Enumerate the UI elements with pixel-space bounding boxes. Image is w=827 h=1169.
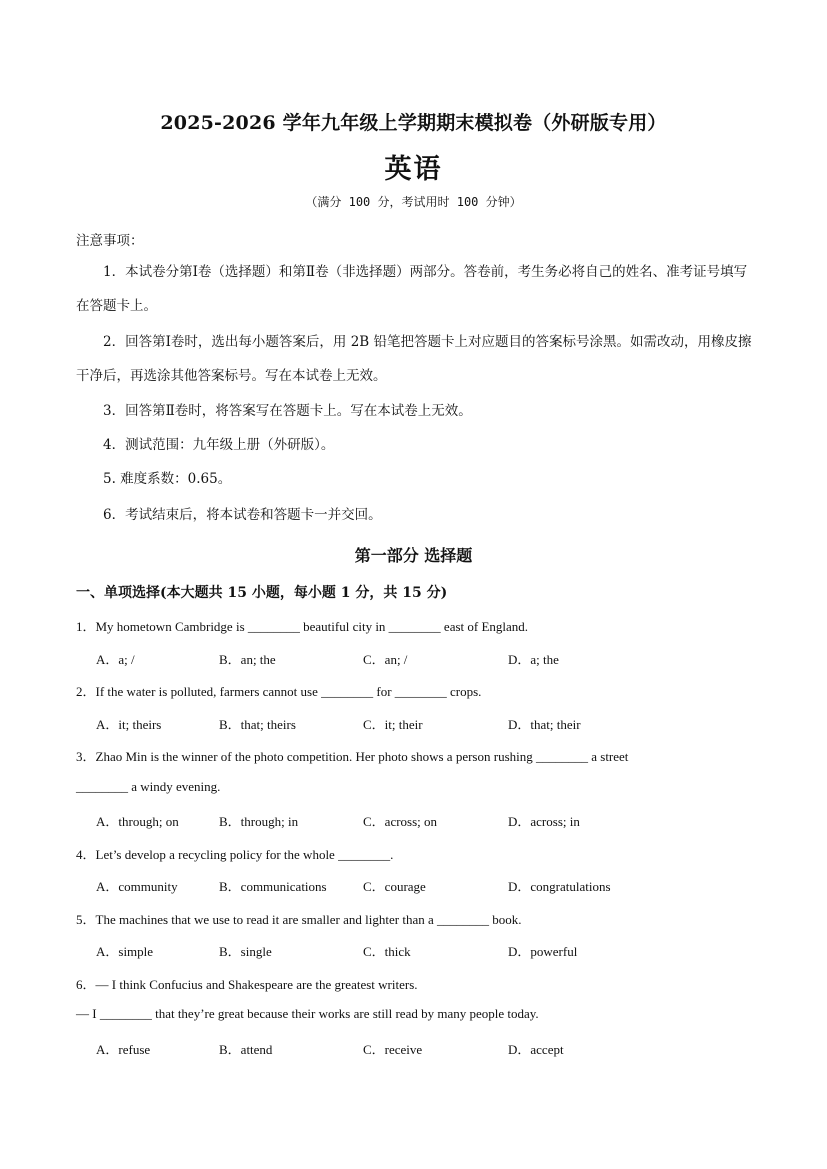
question-5-stem: 5．The machines that we use to read it are smaller and lighter than a ________ book. bbox=[76, 912, 522, 927]
notice-item-2: 2．回答第Ⅰ卷时，选出每小题答案后，用 2B 铅笔把答题卡上对应题目的答案标号涂黑。如需改动，用橡皮擦干净后，再选涂其他答案标号。写在本试卷上无效。 bbox=[76, 334, 752, 384]
question-6-option-a: A．refuse bbox=[96, 1042, 151, 1057]
question-1-option-a: A．a; / bbox=[96, 652, 135, 667]
question-5-option-b: B．single bbox=[219, 944, 272, 959]
question-2-option-a: A．it; theirs bbox=[96, 717, 162, 732]
question-2-option-b: B．that; theirs bbox=[219, 717, 296, 732]
notice-item-4: 4．测试范围：九年级上册（外研版）。 bbox=[103, 437, 335, 453]
question-4-option-d: D．congratulations bbox=[508, 879, 611, 894]
section-title: 第一部分 选择题 bbox=[354, 546, 473, 565]
question-4-option-c: C．courage bbox=[363, 879, 426, 894]
question-4-option-b: B．communications bbox=[219, 879, 327, 894]
score-note: （满分 100 分，考试用时 100 分钟） bbox=[305, 195, 522, 209]
question-3-option-a: A．through; on bbox=[96, 814, 179, 829]
notice-item-1: 1．本试卷分第Ⅰ卷（选择题）和第Ⅱ卷（非选择题）两部分。答卷前，考生务必将自己的姓名、准考证号填写在答题卡上。 bbox=[76, 264, 748, 314]
question-5-option-c: C．thick bbox=[363, 944, 411, 959]
notice-item-6: 6．考试结束后，将本试卷和答题卡一并交回。 bbox=[103, 507, 382, 523]
question-5-option-a: A．simple bbox=[96, 944, 154, 959]
question-1-stem: 1．My hometown Cambridge is ________ beautiful city in ________ east of England. bbox=[76, 619, 529, 634]
question-1-option-c: C．an; / bbox=[363, 652, 408, 667]
question-2-option-d: D．that; their bbox=[508, 717, 581, 732]
subject-title: 英语 bbox=[384, 154, 443, 185]
exam-title: 2025-2026 学年九年级上学期期末模拟卷（外研版专用） bbox=[160, 112, 667, 134]
question-6-stem-continued: — I ________ that they’re great because their works are still read by many people today. bbox=[76, 1006, 539, 1021]
question-6-stem: 6．— I think Confucius and Shakespeare are the greatest writers. bbox=[76, 977, 418, 992]
notice-heading: 注意事项： bbox=[76, 233, 144, 249]
question-3-option-c: C．across; on bbox=[363, 814, 438, 829]
question-2-option-c: C．it; their bbox=[363, 717, 423, 732]
question-3-option-d: D．across; in bbox=[508, 814, 580, 829]
question-3-stem-continued: ________ a windy evening. bbox=[76, 779, 221, 794]
question-3-stem: 3．Zhao Min is the winner of the photo competition. Her photo shows a person rushing ________ a street bbox=[76, 749, 629, 764]
question-1-option-d: D．a; the bbox=[508, 652, 559, 667]
part-heading: 一、单项选择(本大题共 15 小题，每小题 1 分，共 15 分) bbox=[76, 585, 448, 601]
question-3-option-b: B．through; in bbox=[219, 814, 299, 829]
question-6-option-c: C．receive bbox=[363, 1042, 423, 1057]
question-6-option-b: B．attend bbox=[219, 1042, 273, 1057]
notice-item-3: 3．回答第Ⅱ卷时，将答案写在答题卡上。写在本试卷上无效。 bbox=[103, 403, 472, 419]
question-5-option-d: D．powerful bbox=[508, 944, 578, 959]
question-2-stem: 2．If the water is polluted, farmers cannot use ________ for ________ crops. bbox=[76, 684, 482, 699]
question-4-stem: 4．Let’s develop a recycling policy for the whole ________. bbox=[76, 847, 394, 862]
notice-item-5: 5. 难度系数：0.65。 bbox=[103, 471, 232, 487]
question-6-option-d: D．accept bbox=[508, 1042, 564, 1057]
question-4-option-a: A．community bbox=[96, 879, 178, 894]
question-1-option-b: B．an; the bbox=[219, 652, 276, 667]
